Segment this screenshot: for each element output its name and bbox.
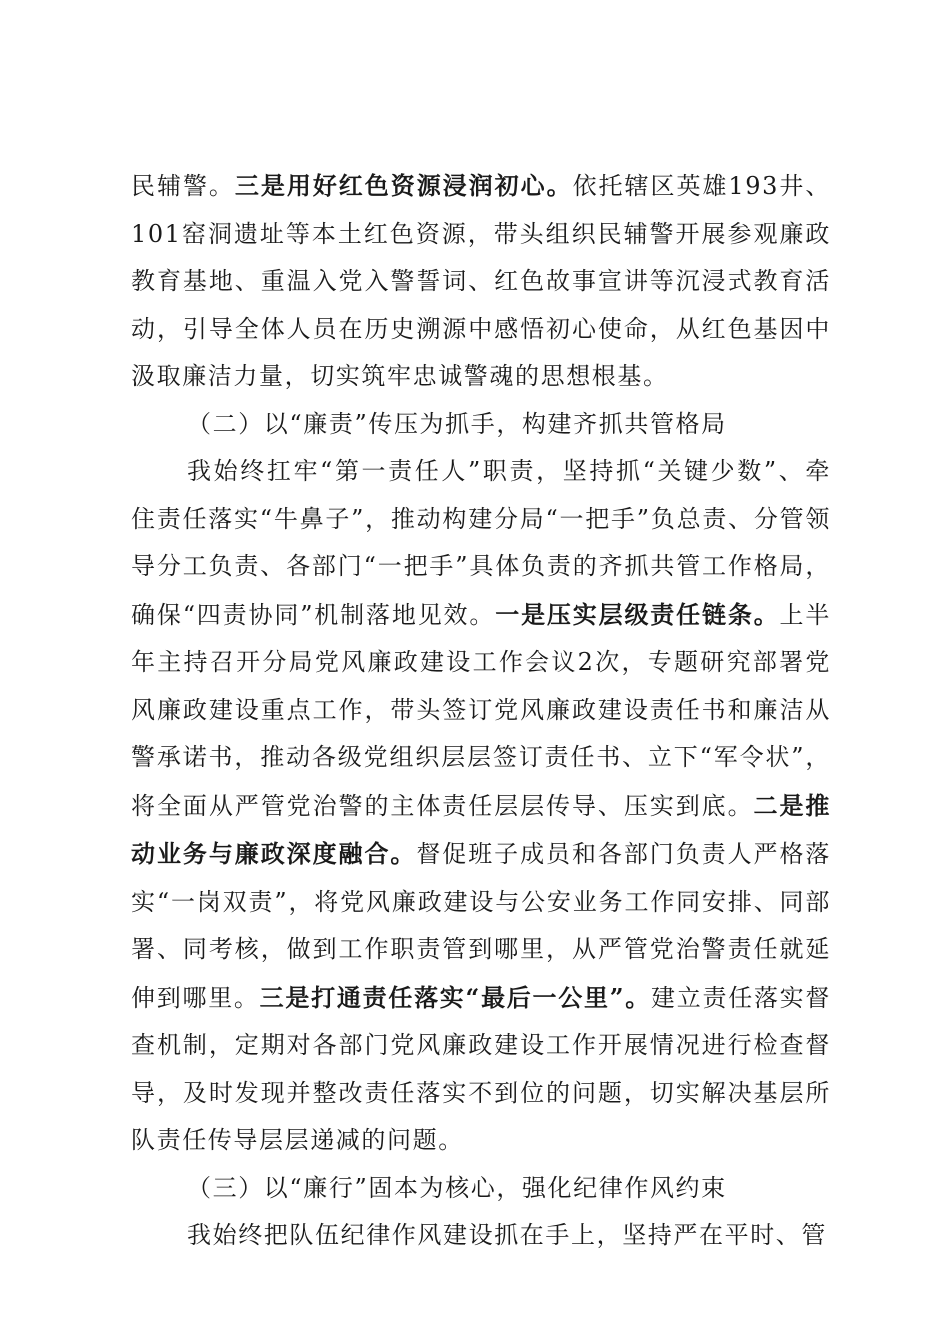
bold-subheading: 三是用好红色资源浸润初心。 bbox=[234, 171, 573, 200]
text-segment: 民辅警。 bbox=[131, 172, 235, 200]
bold-subheading: 二是推动业务与廉政深度融合。 bbox=[131, 790, 831, 868]
text-segment: 依托辖区英雄193井、101窑洞遗址等本土红色资源，带头组织民辅警开展参观廉政教育基地、重温入党入警誓词、红色故事宣讲等沉浸式教育活动，引导全体人员在历史溯源中感悟初心使命，从红色基因中汲取廉洁力量，切实筑牢忠诚警魂的思想根基。 bbox=[131, 172, 831, 390]
bold-subheading: 三是打通责任落实“最后一公里”。 bbox=[259, 982, 652, 1012]
section-heading-3: （三）以“廉行”固本为核心，强化纪律作风约束 bbox=[187, 1173, 727, 1202]
bold-subheading: 一是压实层级责任链条。 bbox=[495, 599, 780, 629]
paragraph-responsibility bbox=[131, 448, 831, 1165]
text-segment: 我始终把队伍纪律作风建设抓在手上，坚持严在平时、管 bbox=[187, 1221, 827, 1249]
section-heading-2: （二）以“廉责”传压为抓手，构建齐抓共管格局 bbox=[187, 409, 727, 438]
text-segment: 上半年主持召开分局党风廉政建设工作会议2次，专题研究部署党风廉政建设重点工作，带头签订党风廉政建设责任书和廉洁从警承诺书，推动各级党组织层层签订责任书、立下“军令状”，将全面从严管党治警的主体责任层层传导、压实到底。 bbox=[131, 600, 831, 820]
text-segment: 督促班子成员和各部门负责人严格落实“一岗双责”，将党风廉政建设与公安业务工作同安排、同部署、同考核，做到工作职责管到哪里，从严管党治警责任就延伸到哪里。 bbox=[131, 840, 831, 1012]
text-segment: 我始终扛牢“第一责任人”职责，坚持抓“关键少数”、牵住责任落实“牛鼻子”，推动构建分局“一把手”负总责、分管领导分工负责、各部门“一把手”具体负责的齐抓共管工作格局，确保“四责协同”机制落地见效。 bbox=[131, 457, 831, 629]
document-body bbox=[131, 162, 831, 1260]
text-segment: 建立责任落实督查机制，定期对各部门党风廉政建设工作开展情况进行检查督导，及时发现并整改责任落实不到位的问题，切实解决基层所队责任传导层层递减的问题。 bbox=[131, 983, 832, 1154]
paragraph-red-resources bbox=[131, 162, 831, 401]
paragraph-discipline bbox=[131, 1212, 831, 1260]
